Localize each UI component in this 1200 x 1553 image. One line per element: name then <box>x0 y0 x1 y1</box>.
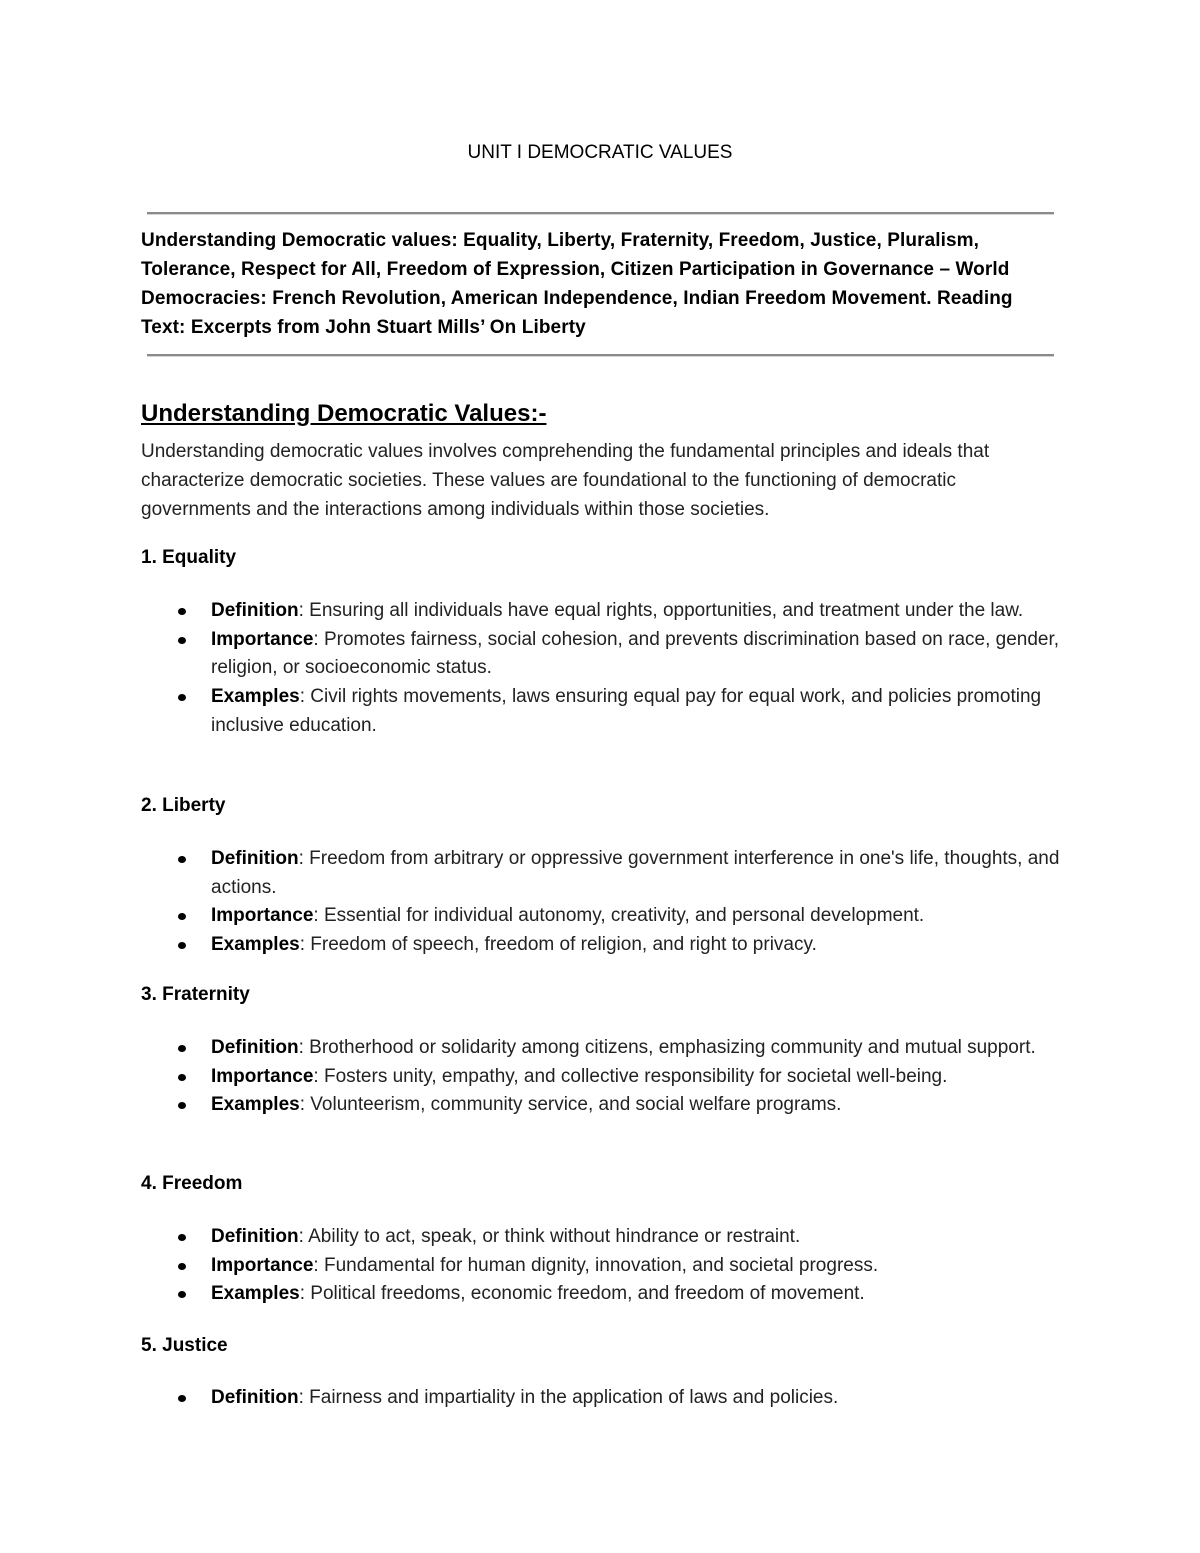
bottom-divider <box>147 354 1054 357</box>
list-item <box>141 1280 1061 1309</box>
bullet-icon <box>178 1395 186 1402</box>
value-heading-liberty: 2. Liberty <box>141 795 226 816</box>
list-item <box>141 626 1061 683</box>
section-heading: Understanding Democratic Values:- <box>141 400 547 427</box>
bullet-icon <box>178 1102 186 1109</box>
bullet-icon <box>178 1234 186 1241</box>
point-label: Definition <box>211 1387 299 1408</box>
equality-points <box>141 597 1061 741</box>
freedom-points <box>141 1223 1061 1309</box>
point-label: Importance <box>211 628 314 650</box>
bullet-icon <box>178 608 186 615</box>
point-label: Examples <box>211 1094 300 1116</box>
point-text: : Freedom of speech, freedom of religion, and right to privacy. <box>299 934 817 956</box>
point-label: Examples <box>211 1283 300 1305</box>
point-text: : Fundamental for human dignity, innovation, and societal progress. <box>313 1254 879 1276</box>
list-item <box>141 1384 1061 1413</box>
list-item <box>141 931 1061 960</box>
list-item <box>141 845 1061 902</box>
bullet-icon <box>178 694 186 701</box>
bullet-icon <box>178 1263 186 1270</box>
point-text: : Essential for individual autonomy, creativity, and personal development. <box>313 905 925 927</box>
value-heading-freedom: 4. Freedom <box>141 1173 243 1194</box>
syllabus-summary: Understanding Democratic values: Equality, Liberty, Fraternity, Freedom, Justice, Pluralism, Tolerance, Respect for All, Freedom of Expression, Citizen Participation in Governance – World Democracies: French Revolution, American Independence, Indian Freedom Movement. Reading Text: Excerpts from John Stuart Mills’ On Liberty <box>141 230 1013 338</box>
list-item <box>141 683 1061 740</box>
point-text: : Fosters unity, empathy, and collective responsibility for societal well-being. <box>313 1065 948 1087</box>
point-label: Importance <box>211 905 314 927</box>
point-label: Examples <box>211 686 300 708</box>
list-item <box>141 597 1061 626</box>
bullet-icon <box>178 913 186 920</box>
point-text: : Promotes fairness, social cohesion, and prevents discrimination based on race, gender, religion, or socioeconomic status. <box>211 628 1060 679</box>
value-heading-equality: 1. Equality <box>141 547 237 568</box>
point-label: Definition <box>211 1226 299 1247</box>
point-label: Importance <box>211 1254 314 1276</box>
list-item <box>141 1223 1061 1252</box>
bullet-icon <box>178 1045 186 1052</box>
unit-title: UNIT I DEMOCRATIC VALUES <box>467 142 733 163</box>
justice-points <box>141 1384 1061 1413</box>
value-heading-fraternity: 3. Fraternity <box>141 984 250 1005</box>
point-text: : Volunteerism, community service, and social welfare programs. <box>299 1094 842 1116</box>
point-label: Definition <box>211 600 299 621</box>
bullet-icon <box>178 1291 186 1298</box>
bullet-icon <box>178 856 186 863</box>
value-heading-justice: 5. Justice <box>141 1335 228 1356</box>
list-item <box>141 1091 1061 1120</box>
top-divider <box>147 212 1054 215</box>
list-item <box>141 1252 1061 1281</box>
list-item <box>141 1063 1061 1092</box>
point-text: : Ability to act, speak, or think without hindrance or restraint. <box>298 1226 801 1247</box>
point-text: : Ensuring all individuals have equal rights, opportunities, and treatment under the law. <box>298 600 1024 621</box>
list-item <box>141 902 1061 931</box>
point-label: Definition <box>211 848 299 869</box>
point-label: Definition <box>211 1037 299 1058</box>
list-item <box>141 1034 1061 1063</box>
bullet-icon <box>178 1074 186 1081</box>
liberty-points <box>141 845 1061 960</box>
point-text: : Fairness and impartiality in the application of laws and policies. <box>298 1387 839 1408</box>
fraternity-points <box>141 1034 1061 1120</box>
point-text: : Civil rights movements, laws ensuring equal pay for equal work, and policies promoting inclusive education. <box>211 686 1042 736</box>
point-text: : Brotherhood or solidarity among citizens, emphasizing community and mutual support. <box>298 1037 1036 1058</box>
intro-paragraph: Understanding democratic values involves comprehending the fundamental principles and ideals that characterize democratic societies. These values are foundational to the functioning of democratic governments and the interactions among individuals within those societies. <box>141 441 990 520</box>
point-text: : Freedom from arbitrary or oppressive government interference in one's life, thoughts, and actions. <box>211 848 1060 898</box>
point-text: : Political freedoms, economic freedom, and freedom of movement. <box>299 1283 865 1305</box>
bullet-icon <box>178 637 186 644</box>
point-label: Examples <box>211 934 300 956</box>
bullet-icon <box>178 942 186 949</box>
point-label: Importance <box>211 1065 314 1087</box>
